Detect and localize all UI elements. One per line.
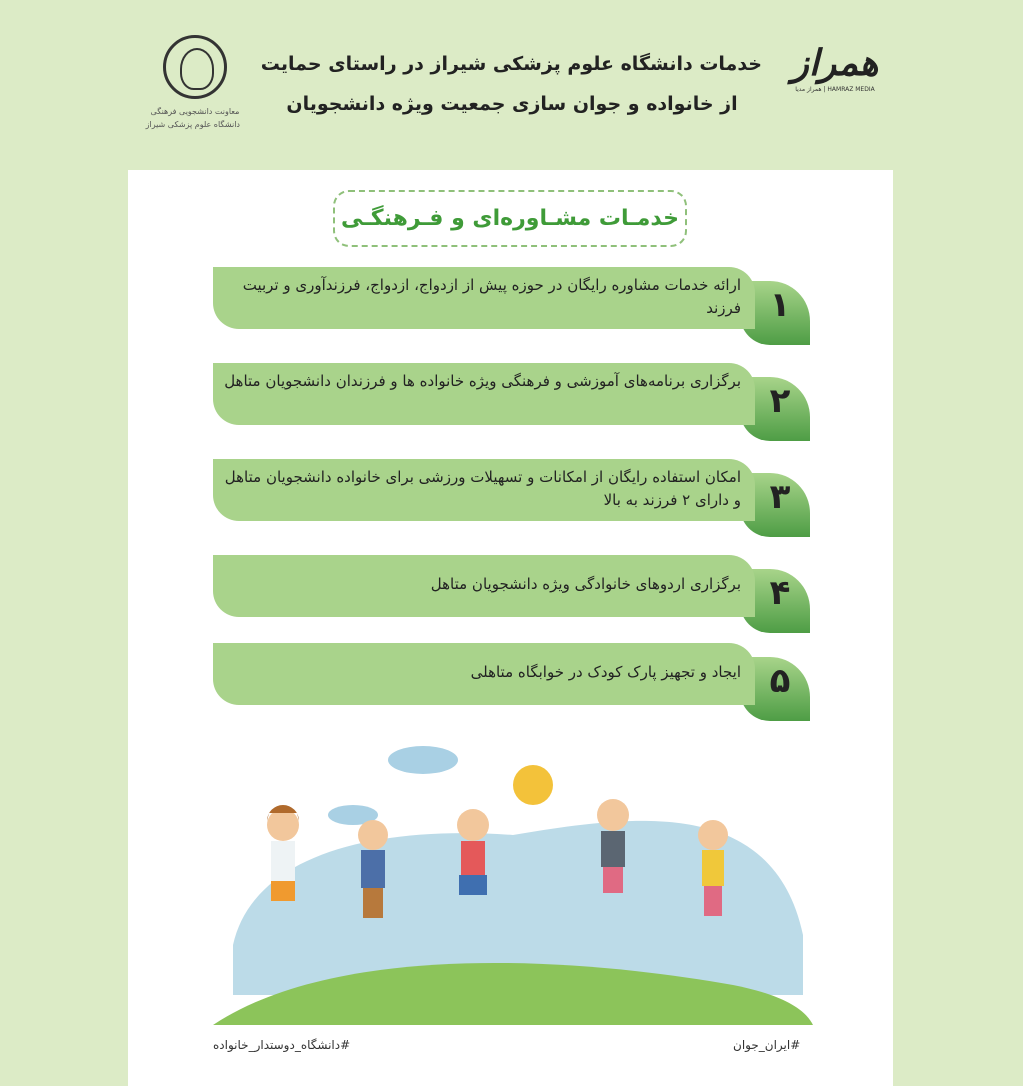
brand-logo-text: همراز xyxy=(791,43,879,84)
hashtag-family-friendly: #دانشگاه_دوستدار_خانواده xyxy=(213,1038,351,1052)
section-title: خدمـات مشـاوره‌ای و فـرهنگـی xyxy=(333,190,687,247)
item-text: ایجاد و تجهیز پارک کودک در خوابگاه متاهلی xyxy=(213,643,755,705)
title-line-2: از خانواده و جوان سازی جمعیت ویژه دانشجویان xyxy=(286,93,738,115)
list-item xyxy=(213,555,810,633)
list-item xyxy=(213,267,810,345)
item-text: ارائه خدمات مشاوره رایگان در حوزه پیش از ازدواج، ازدواج، فرزندآوری و تربیت فرزند xyxy=(213,267,755,329)
list-item xyxy=(213,363,810,441)
item-text: برگزاری برنامه‌های آموزشی و فرهنگی ویژه خانواده ها و فرزندان دانشجویان متاهل xyxy=(213,363,755,425)
title-line-1: خدمات دانشگاه علوم پزشکی شیراز در راستای حمایت xyxy=(260,53,762,75)
list-item xyxy=(213,459,810,537)
list-item xyxy=(213,643,810,721)
item-number: ۴ xyxy=(769,573,791,613)
hamraz-logo xyxy=(790,42,880,93)
kids-illustration xyxy=(213,735,813,1030)
cloud-icon xyxy=(665,788,721,812)
item-number: ۱ xyxy=(769,285,791,325)
uni-line-1: معاونت دانشجویی فرهنگی xyxy=(150,107,240,116)
item-text: امکان استفاده رایگان از امکانات و تسهیلات ورزشی برای خانواده دانشجویان متاهل و دارای ۲ فرزند به بالا xyxy=(213,459,755,521)
content-card xyxy=(128,170,893,1086)
hashtag-young-iran: #ایران_جوان xyxy=(733,1038,801,1052)
item-number: ۵ xyxy=(769,661,791,701)
item-number: ۳ xyxy=(769,477,791,517)
sun-icon xyxy=(513,765,553,805)
page-title xyxy=(262,44,762,124)
brand-sub: HAMRAZ MEDIA | همراز مدیا xyxy=(795,86,875,93)
item-number: ۲ xyxy=(769,381,791,421)
cloud-icon xyxy=(388,746,458,774)
item-text: برگزاری اردوهای خانوادگی ویژه دانشجویان متاهل xyxy=(213,555,755,617)
university-logo xyxy=(145,35,240,131)
uni-line-2: دانشگاه علوم پزشکی شیراز xyxy=(145,120,240,129)
seal-icon xyxy=(163,35,227,99)
